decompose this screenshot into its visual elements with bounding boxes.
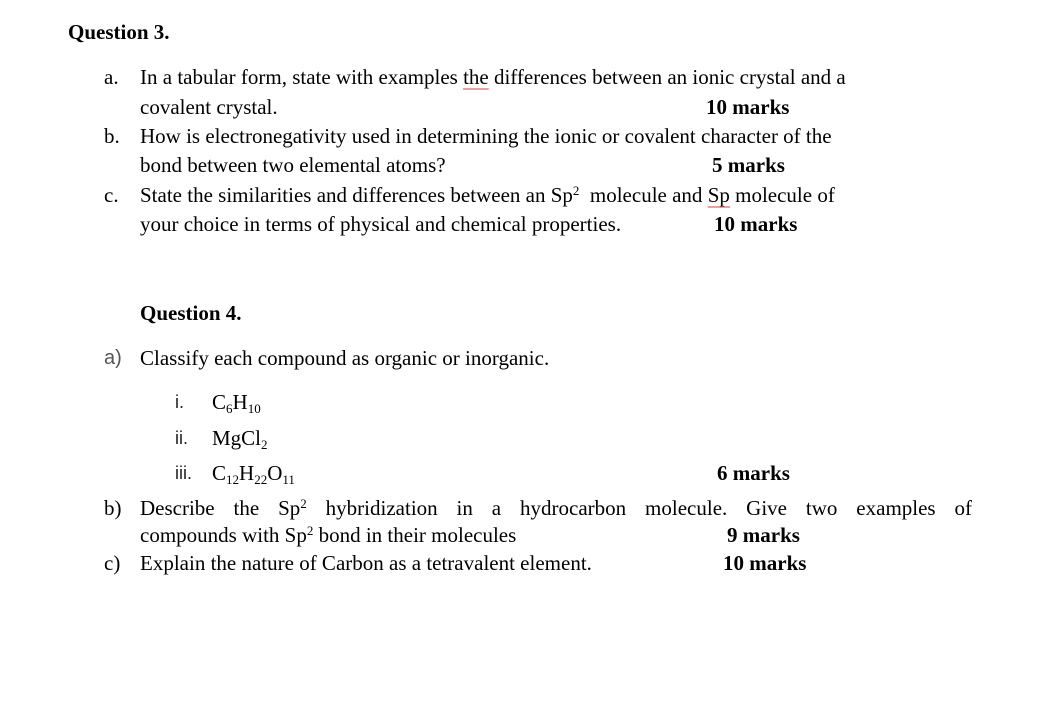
q3-a-marks: 10 marks	[706, 95, 790, 119]
formula-c12h22o11: $C_{12}H_{22}O_{11}$	[212, 461, 295, 487]
formula-mgcl2: MgCl$_2$	[212, 426, 268, 452]
q4-b-line2: compounds with Sp$^2$ bond in their molecules	[140, 523, 517, 547]
q4-a-marks: 6 marks	[717, 461, 790, 485]
q3-b-marker: b.	[104, 124, 120, 148]
q3-a-marker: a.	[104, 65, 119, 89]
q3-c-marks: 10 marks	[714, 212, 798, 236]
question-3-title: Question 3.	[68, 20, 170, 44]
q4-c-marker: c)	[104, 551, 121, 575]
q4-c-text: Explain the nature of Carbon as a tetravalent element.	[140, 551, 592, 575]
q3-b-line1: How is electronegativity used in determining the ionic or covalent character of the	[140, 124, 832, 148]
q3-b-line2: bond between two elemental atoms?	[140, 153, 446, 177]
q4-a-marker: a)	[104, 347, 122, 369]
q3-a-line1: In a tabular form, state with examples the differences between an ionic crystal and a	[140, 65, 846, 89]
spellcheck-flag: Sp	[707, 183, 730, 207]
q4-c-marks: 10 marks	[723, 551, 807, 575]
spellcheck-flag: the	[463, 65, 489, 89]
q4-a-item-marker: i.	[175, 392, 184, 412]
q4-b-line1: Describe the Sp$^2$ hybridization in a hydrocarbon molecule. Give two examples of	[140, 496, 973, 520]
formula-c6h10: $C_6H_{10}$	[212, 390, 261, 416]
q3-c-marker: c.	[104, 183, 119, 207]
q3-a-line2: covalent crystal.	[140, 95, 278, 119]
q3-b-marks: 5 marks	[712, 153, 785, 177]
q4-a-item-marker: ii.	[175, 428, 188, 448]
q4-a-text: Classify each compound as organic or inorganic.	[140, 346, 550, 370]
q3-c-line2: your choice in terms of physical and chemical properties.	[140, 212, 622, 236]
q3-c-line1: State the similarities and differences between an Sp$^2$ molecule and Sp molecule of	[140, 183, 835, 207]
q4-a-item-marker: iii.	[175, 463, 192, 483]
question-4-title: Question 4.	[140, 301, 242, 325]
q4-b-marks: 9 marks	[727, 523, 800, 547]
q4-b-marker: b)	[104, 496, 122, 520]
